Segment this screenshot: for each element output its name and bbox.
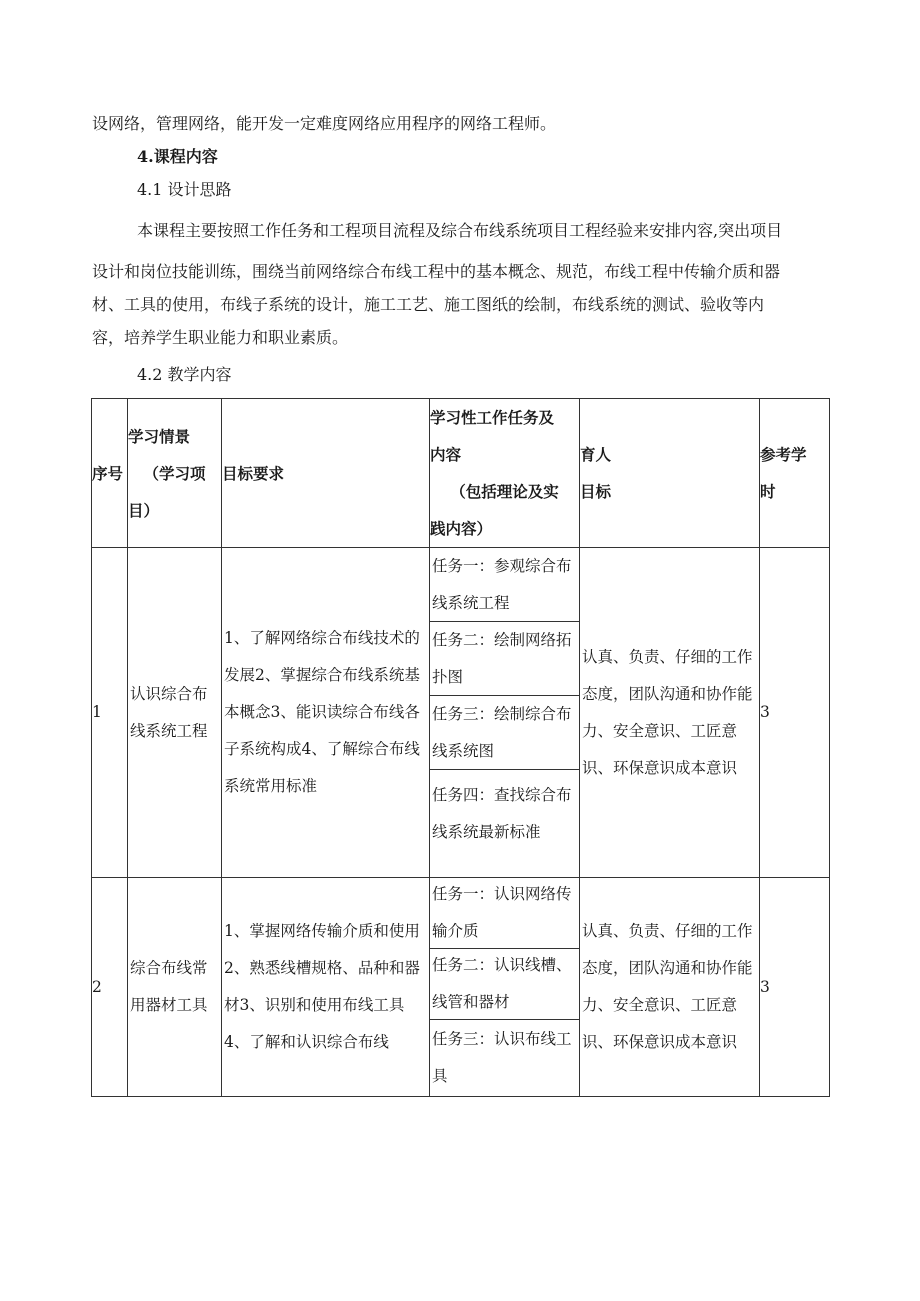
task-item: 任务一：参观综合布线系统工程 [430,548,579,622]
section-title: 4.课程内容 [137,147,218,166]
body-line: 材、工具的使用，布线子系统的设计，施工工艺、施工图纸的绘制，布线系统的测试、验收等内 [92,295,765,314]
body-line: 容，培养学生职业能力和职业素质。 [92,328,349,347]
table-row [92,548,830,878]
subsection-teaching: 4.2 教学内容 [137,365,232,384]
task-item: 任务四：查找综合布线系统最新标准 [432,786,572,841]
cell-goals: 1、掌握网络传输介质和使用2、熟悉线槽规格、品种和器材3、识别和使用布线工具4、了解和认识综合布线 [222,878,430,1097]
task-item: 任务三：绘制综合布线系统图 [430,696,579,770]
subsection-design: 4.1 设计思路 [137,180,232,199]
header-hours: 参考学 时 [760,399,830,548]
cell-scenario: 认识综合布线系统工程 [128,548,222,878]
teaching-content-table [91,398,830,1097]
cell-hours: 3 [760,548,830,878]
task-item: 任务一：认识网络传输介质 [430,878,579,949]
task-item: 任务三：认识布线工具 [432,1030,572,1085]
header-scenario: 学习情景 （学习项 目） [128,399,222,548]
intro-line: 设网络，管理网络，能开发一定难度网络应用程序的网络工程师。 [92,114,557,133]
cell-education: 认真、负责、仔细的工作态度，团队沟通和协作能力、安全意识、工匠意识、环保意识成本意识 [580,548,760,878]
table-row [92,878,830,1097]
cell-seq: 2 [92,878,128,1097]
header-education: 育人 目标 [580,399,760,548]
header-seq: 序号 [92,399,128,548]
table-header-row [92,399,830,548]
cell-scenario: 综合布线常用器材工具 [128,878,222,1097]
cell-hours: 3 [760,878,830,1097]
cell-tasks [430,878,580,1097]
cell-tasks [430,548,580,878]
cell-goals: 1、了解网络综合布线技术的发展2、掌握综合布线系统基本概念3、能识读综合布线各子系统构成4、了解综合布线系统常用标准 [222,548,430,878]
body-line: 设计和岗位技能训练，围绕当前网络综合布线工程中的基本概念、规范，布线工程中传输介质和器 [92,262,781,281]
cell-education: 认真、负责、仔细的工作态度，团队沟通和协作能力、安全意识、工匠意识、环保意识成本意识 [580,878,760,1097]
body-line: 本课程主要按照工作任务和工程项目流程及综合布线系统项目工程经验来安排内容,突出项目 [137,221,783,240]
task-item: 任务二：认识线槽、线管和器材 [430,949,579,1020]
task-item: 任务二：绘制网络拓扑图 [430,622,579,696]
cell-seq: 1 [92,548,128,878]
header-tasks: 学习性工作任务及 内容 （包括理论及实 践内容） [430,399,580,548]
header-goal: 目标要求 [222,399,430,548]
